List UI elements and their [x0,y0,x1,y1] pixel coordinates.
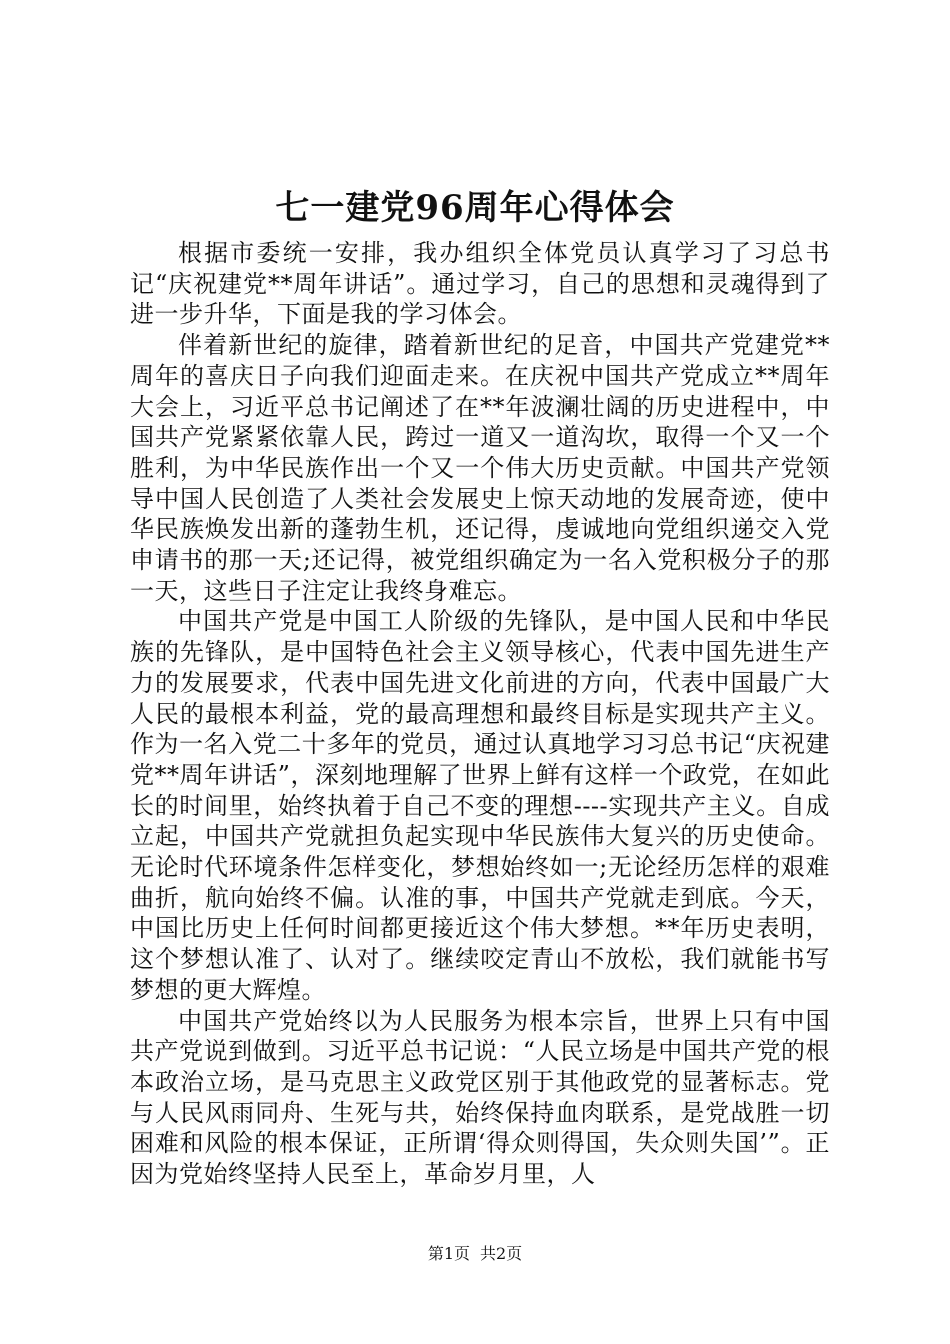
paragraph-2: 伴着新世纪的旋律，踏着新世纪的足音，中国共产党建党**周年的喜庆日子向我们迎面走来。在庆祝中国共产党成立**周年大会上，习近平总书记阐述了在**年波澜壮阔的历史进程中，中国共产党紧紧依靠人民，跨过一道又一道沟坎，取得一个又一个胜利，为中华民族作出一个又一个伟大历史贡献。中国共产党领导中国人民创造了人类社会发展史上惊天动地的发展奇迹，使中华民族焕发出新的蓬勃生机，还记得，虔诚地向党组织递交入党申请书的那一天;还记得，被党组织确定为一名入党积极分子的那一天，这些日子注定让我终身难忘。 [130,331,830,605]
paragraph-3: 中国共产党是中国工人阶级的先锋队，是中国人民和中华民族的先锋队，是中国特色社会主义领导核心，代表中国先进生产力的发展要求，代表中国先进文化前进的方向，代表中国最广大人民的最根本利益，党的最高理想和最终目标是实现共产主义。作为一名入党二十多年的党员，通过认真地学习习总书记“庆祝建党**周年讲话”，深刻地理解了世界上鲜有这样一个政党，在如此长的时间里，始终执着于自己不变的理想----实现共产主义。自成立起，中国共产党就担负起实现中华民族伟大复兴的历史使命。无论时代环境条件怎样变化，梦想始终如一;无论经历怎样的艰难曲折，航向始终不偏。认准的事，中国共产党就走到底。今天，中国比历史上任何时间都更接近这个伟大梦想。**年历史表明，这个梦想认准了、认对了。继续咬定青山不放松，我们就能书写梦想的更大辉煌。 [130,607,830,1004]
paragraph-1: 根据市委统一安排，我办组织全体党员认真学习了习总书记“庆祝建党**周年讲话”。通过学习，自己的思想和灵魂得到了进一步升华，下面是我的学习体会。 [130,239,830,329]
document-title: 七一建党96周年心得体会 [275,188,675,228]
document-body [130,238,830,1190]
paragraph-4: 中国共产党始终以为人民服务为根本宗旨，世界上只有中国共产党说到做到。习近平总书记说：“人民立场是中国共产党的根本政治立场，是马克思主义政党区别于其他政党的显著标志。党与人民风雨同舟、生死与共，始终保持血肉联系，是党战胜一切困难和风险的根本保证，正所谓‘得众则得国，失众则失国’”。正因为党始终坚持人民至上，革命岁月里，人 [130,1006,830,1189]
page-number: 第1页 [427,1244,470,1263]
page-footer [0,1242,950,1266]
page-total: 共2页 [480,1244,523,1263]
